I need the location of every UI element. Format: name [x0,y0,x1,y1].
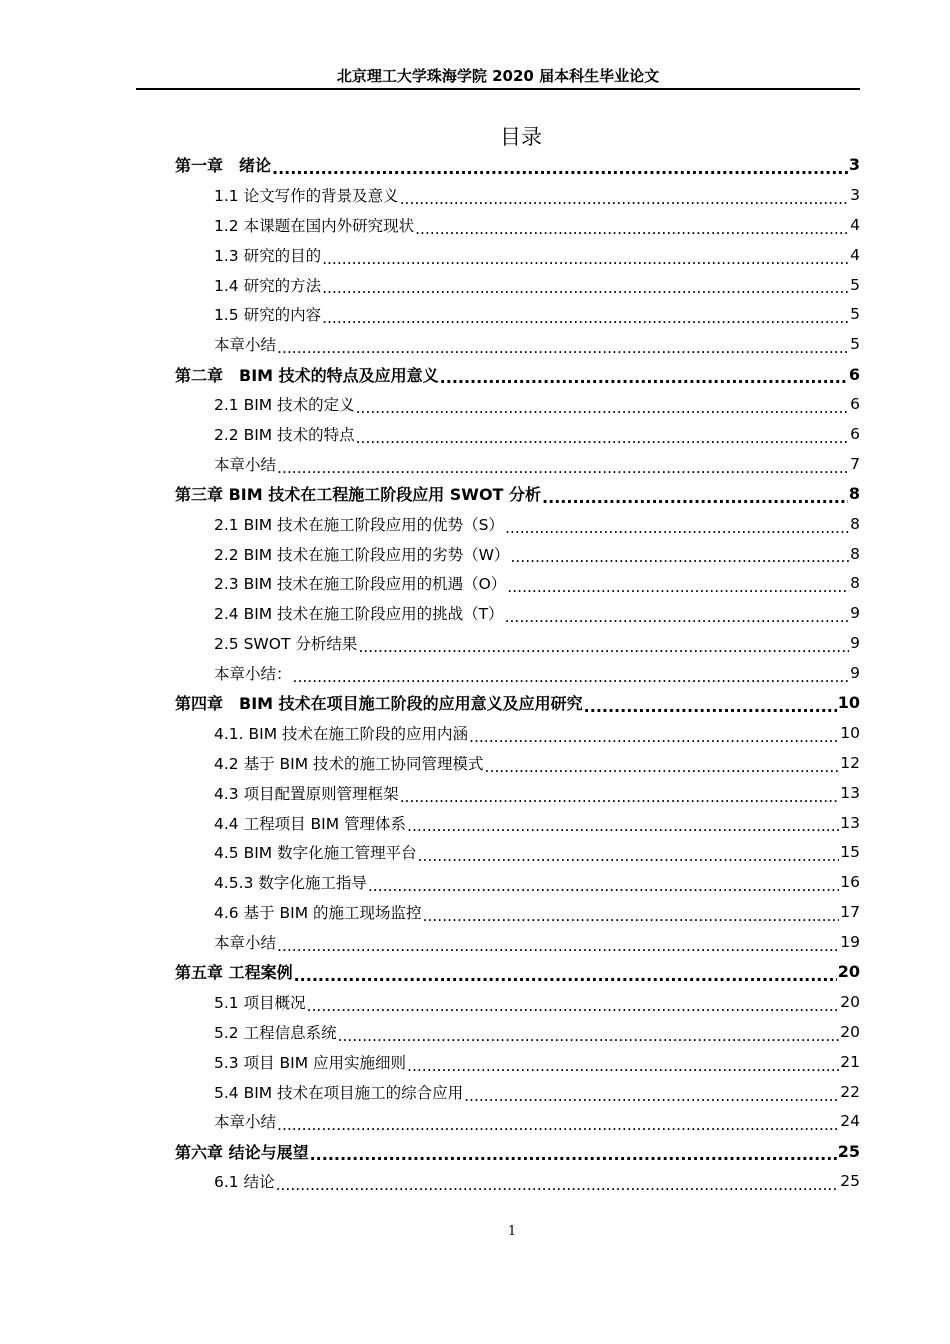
toc-entry-page: 8 [848,484,860,504]
toc-section-entry[interactable] [175,180,860,210]
toc-section-entry[interactable] [175,509,860,539]
toc-entry-title: 2.1 BIM 技术在施工阶段应用的优势（S） [214,515,504,534]
toc-dot-leader [356,427,850,449]
toc-dot-leader [310,1144,837,1166]
toc-entry-page: 22 [840,1082,860,1101]
toc-entry-title: 1.2 本课题在国内外研究现状 [214,216,415,235]
toc-entry-page: 20 [837,962,860,982]
toc-dot-leader [272,158,848,180]
toc-dot-leader [440,367,848,389]
toc-dot-leader [423,905,840,927]
toc-entry-title: 本章小结 [214,336,277,355]
toc-entry-title: 第四章 BIM 技术在项目施工阶段的应用意义及应用研究 [175,694,583,714]
toc-section-entry[interactable] [175,389,860,419]
toc-entry-title: 4.2 基于 BIM 技术的施工协同管理模式 [214,754,484,773]
toc-section-entry[interactable] [175,897,860,927]
toc-entry-page: 4 [850,245,860,264]
toc-entry-title: 5.2 工程信息系统 [214,1023,337,1042]
toc-dot-leader [407,1055,839,1077]
toc-entry-page: 17 [840,903,860,922]
toc-section-entry[interactable] [175,658,860,688]
toc-dot-leader [322,277,849,299]
toc-entry-title: 第三章 BIM 技术在工程施工阶段应用 SWOT 分析 [175,485,542,505]
toc-entry-title: 4.5 BIM 数字化施工管理平台 [214,844,417,863]
toc-entry-title: 第一章 绪论 [175,156,272,176]
toc-entry-title: 4.3 项目配置原则管理框架 [214,784,399,803]
toc-entry-page: 3 [848,155,860,175]
toc-entry-title: 2.2 BIM 技术在施工阶段应用的劣势（W） [214,545,510,564]
toc-dot-leader [368,875,839,897]
toc-entry-page: 10 [840,723,860,742]
toc-entry-title: 2.3 BIM 技术在施工阶段应用的机遇（O） [214,575,507,594]
toc-section-entry[interactable] [175,718,860,748]
toc-entry-title: 1.1 论文写作的背景及意义 [214,186,399,205]
toc-dot-leader [418,845,840,867]
toc-dot-leader [400,786,840,808]
toc-dot-leader [356,397,850,419]
toc-dot-leader [277,457,849,479]
toc-entry-page: 9 [850,634,860,653]
toc-section-entry[interactable] [175,329,860,359]
toc-entry-page: 19 [840,933,860,952]
toc-entry-title: 2.2 BIM 技术的特点 [214,425,355,444]
toc-entry-page: 21 [840,1052,860,1071]
toc-entry-page: 10 [837,693,860,713]
toc-section-entry[interactable] [175,987,860,1017]
toc-chapter-entry[interactable] [175,957,860,987]
header-rule [136,88,860,90]
toc-section-entry[interactable] [175,628,860,658]
toc-entry-page: 20 [840,1022,860,1041]
toc-entry-title: 4.5.3 数字化施工指导 [214,874,367,893]
toc-section-entry[interactable] [175,808,860,838]
table-of-contents [175,150,860,1196]
toc-entry-page: 8 [850,544,860,563]
toc-dot-leader [322,248,849,270]
toc-section-entry[interactable] [175,867,860,897]
toc-entry-title: 第二章 BIM 技术的特点及应用意义 [175,365,439,385]
toc-entry-page: 6 [850,395,860,414]
toc-section-entry[interactable] [175,1166,860,1196]
page-number: 1 [507,1224,517,1239]
toc-dot-leader [407,815,839,837]
toc-entry-title: 4.1. BIM 技术在施工阶段的应用内涵 [214,724,469,743]
toc-chapter-entry[interactable] [175,1136,860,1166]
toc-title: 目录 [500,125,542,149]
toc-dot-leader [505,606,850,628]
toc-dot-leader [507,576,849,598]
toc-entry-title: 1.4 研究的方法 [214,276,322,295]
toc-entry-page: 5 [850,335,860,354]
toc-section-entry[interactable] [175,748,860,778]
toc-entry-page: 5 [850,275,860,294]
toc-entry-page: 12 [840,753,860,772]
toc-entry-title: 2.1 BIM 技术的定义 [214,396,355,415]
toc-chapter-entry[interactable] [175,150,860,180]
toc-dot-leader [358,636,849,658]
toc-section-entry[interactable] [175,1077,860,1107]
toc-entry-title: 6.1 结论 [214,1173,275,1192]
toc-entry-title: 第六章 结论与展望 [175,1142,309,1162]
toc-dot-leader [293,666,850,688]
toc-section-entry[interactable] [175,837,860,867]
toc-section-entry[interactable] [175,240,860,270]
toc-dot-leader [400,188,850,210]
toc-chapter-entry[interactable] [175,359,860,389]
toc-section-entry[interactable] [175,1017,860,1047]
toc-chapter-entry[interactable] [175,479,860,509]
toc-entry-page: 16 [840,873,860,892]
toc-entry-title: 4.4 工程项目 BIM 管理体系 [214,814,407,833]
toc-entry-page: 8 [850,514,860,533]
toc-dot-leader [584,696,837,718]
running-header: 北京理工大学珠海学院 2020 届本科生毕业论文 [336,67,660,85]
toc-dot-leader [277,337,849,359]
toc-entry-page: 8 [850,574,860,593]
toc-entry-page: 20 [840,992,860,1011]
toc-entry-title: 本章小结 [214,1113,277,1132]
toc-dot-leader [485,756,840,778]
toc-entry-page: 6 [850,424,860,443]
toc-dot-leader [510,546,849,568]
toc-entry-page: 15 [840,843,860,862]
toc-entry-page: 9 [850,664,860,683]
toc-dot-leader [277,935,839,957]
toc-dot-leader [276,1174,840,1196]
toc-section-entry[interactable] [175,778,860,808]
toc-entry-page: 3 [850,185,860,204]
toc-chapter-entry[interactable] [175,688,860,718]
toc-entry-title: 第五章 工程案例 [175,963,293,983]
toc-entry-title: 1.3 研究的目的 [214,246,322,265]
toc-section-entry[interactable] [175,210,860,240]
toc-section-entry[interactable] [175,568,860,598]
toc-section-entry[interactable] [175,299,860,329]
toc-entry-page: 25 [837,1141,860,1161]
toc-dot-leader [294,965,837,987]
toc-section-entry[interactable] [175,1047,860,1077]
toc-entry-page: 25 [840,1172,860,1191]
toc-entry-title: 4.6 基于 BIM 的施工现场监控 [214,904,422,923]
toc-entry-title: 本章小结 [214,934,277,953]
toc-entry-title: 本章小结： [214,665,292,684]
toc-entry-title: 5.1 项目概况 [214,993,306,1012]
toc-entry-title: 1.5 研究的内容 [214,306,322,325]
toc-entry-title: 本章小结 [214,455,277,474]
toc-entry-title: 2.5 SWOT 分析结果 [214,635,358,654]
toc-entry-page: 5 [850,305,860,324]
toc-section-entry[interactable] [175,270,860,300]
toc-entry-page: 13 [840,813,860,832]
toc-entry-title: 5.3 项目 BIM 应用实施细则 [214,1053,407,1072]
toc-section-entry[interactable] [175,419,860,449]
toc-entry-page: 6 [848,364,860,384]
toc-entry-page: 13 [840,783,860,802]
toc-entry-page: 9 [850,604,860,623]
toc-entry-title: 2.4 BIM 技术在施工阶段应用的挑战（T） [214,605,504,624]
toc-entry-title: 5.4 BIM 技术在项目施工的综合应用 [214,1083,464,1102]
toc-dot-leader [469,726,839,748]
toc-dot-leader [322,307,849,329]
toc-dot-leader [505,517,849,539]
toc-entry-page: 24 [840,1112,860,1131]
toc-dot-leader [338,1025,840,1047]
toc-dot-leader [542,487,848,509]
toc-dot-leader [277,1114,839,1136]
toc-section-entry[interactable] [175,927,860,957]
toc-dot-leader [307,995,840,1017]
toc-dot-leader [415,218,849,240]
toc-dot-leader [464,1085,839,1107]
toc-section-entry[interactable] [175,449,860,479]
toc-entry-page: 4 [850,215,860,234]
toc-section-entry[interactable] [175,539,860,569]
toc-section-entry[interactable] [175,598,860,628]
toc-section-entry[interactable] [175,1107,860,1137]
toc-entry-page: 7 [850,454,860,473]
